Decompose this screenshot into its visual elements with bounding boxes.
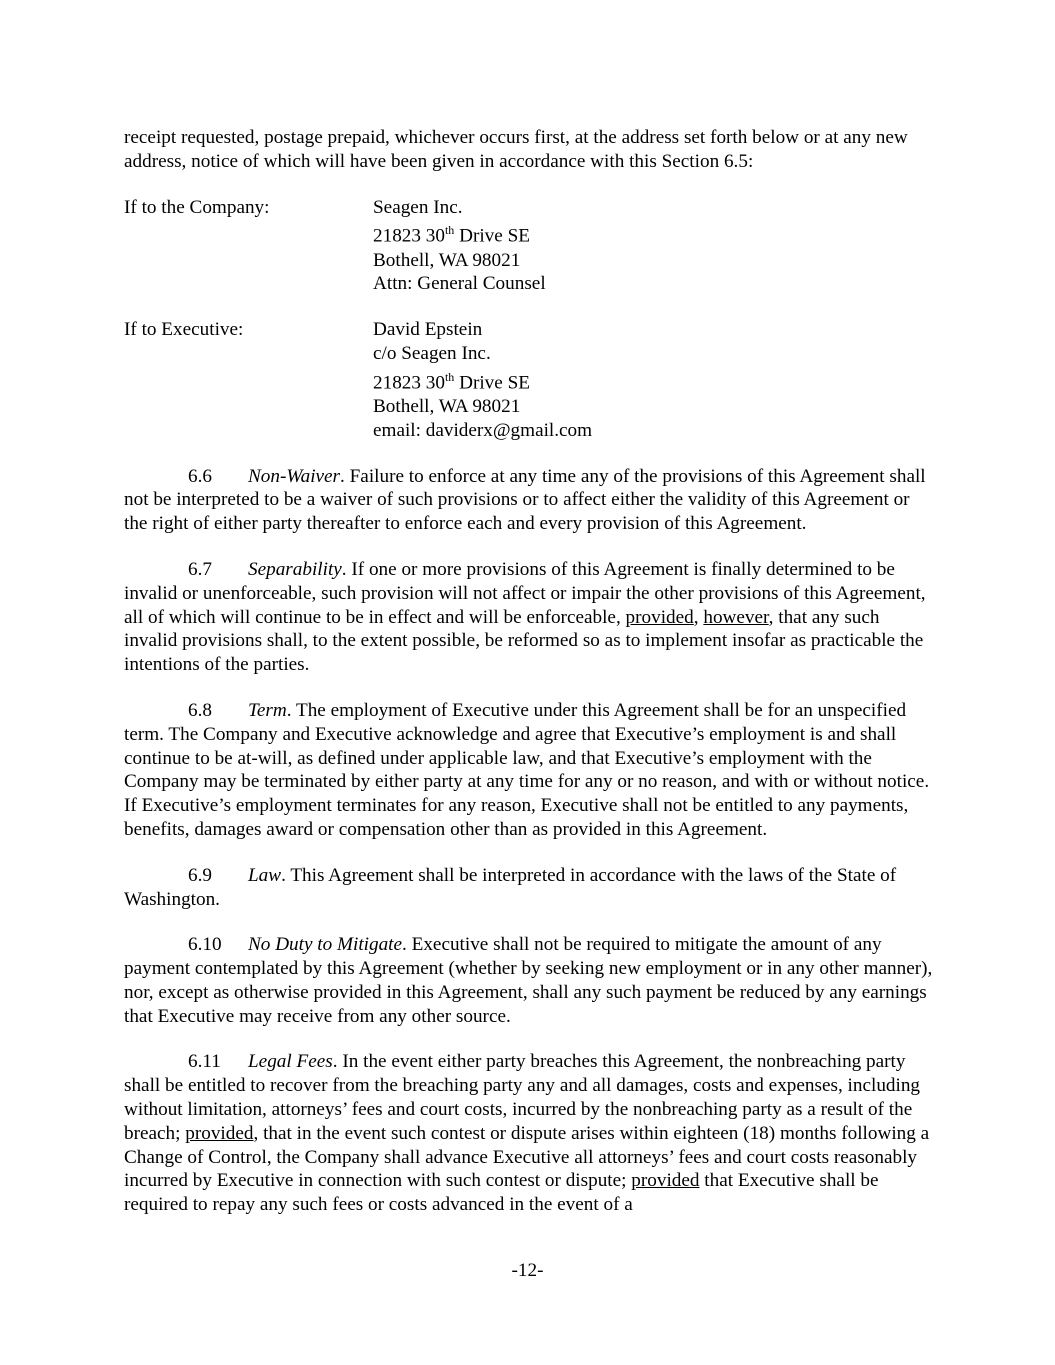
ordinal-suffix: th	[444, 369, 455, 384]
address-street-number: 21823 30	[373, 225, 445, 247]
address-street-name: Drive SE	[454, 372, 530, 394]
section-body: . This Agreement shall be interpreted in accordance with the laws of the State of Washington.	[124, 864, 897, 910]
section-body: . Failure to enforce at any time any of the provisions of this Agreement shall not be interpreted to be a waiver of such provisions or to affect either the validity of this Agreement or the right of either party thereafter to enforce each and every provision of this Agreement.	[124, 465, 926, 535]
section-body: , that in the event such contest or dispute arises within eighteen (18) months following a Change of Control, the Company shall advance Executive all attorneys’ fees and court costs reasonably incurred by Executive in connection with such contest or dispute;	[124, 1122, 930, 1192]
notice-company	[124, 196, 934, 297]
page-number: -12-	[511, 1260, 544, 1281]
notice-executive	[124, 318, 934, 442]
notice-executive-label: If to Executive:	[124, 319, 244, 341]
company-address-line: Bothell, WA 98021	[373, 249, 521, 271]
section-title: Law	[248, 864, 282, 886]
section-number: 6.9	[188, 864, 212, 886]
section-title: Legal Fees	[248, 1051, 333, 1073]
section-6-9	[124, 864, 934, 912]
intro-paragraph: receipt requested, postage prepaid, whichever occurs first, at the address set forth below or at any new address, notice of which will have been given in accordance with this Section 6.5:	[124, 127, 908, 172]
underlined-term: provided	[185, 1122, 254, 1144]
section-title: Separability	[248, 558, 342, 580]
ordinal-suffix: th	[444, 223, 455, 238]
section-title: Term	[248, 699, 287, 721]
underlined-term: provided	[625, 606, 694, 628]
section-number: 6.7	[188, 558, 212, 580]
section-6-8	[124, 699, 934, 842]
address-street-name: Drive SE	[454, 225, 530, 247]
address-street-number: 21823 30	[373, 372, 445, 394]
executive-email-line: email: daviderx@gmail.com	[373, 419, 593, 441]
section-number: 6.6	[188, 465, 212, 487]
section-number: 6.11	[188, 1051, 221, 1073]
section-body: . Executive shall not be required to mitigate the amount of any payment contemplated by this Agreement (whether by seeking new employment or in any other manner), nor, except as otherwise provided in this Agreement, shall any such payment be reduced by any earnings that Executive may receive from any other source.	[124, 934, 933, 1027]
underlined-term: provided	[631, 1170, 700, 1192]
section-body: ,	[693, 606, 704, 628]
section-title: Non-Waiver	[248, 465, 341, 487]
notice-company-label: If to the Company:	[124, 196, 270, 218]
section-number: 6.10	[188, 934, 222, 956]
notice-company-address	[373, 196, 546, 297]
underlined-term: however	[703, 606, 769, 628]
notice-executive-address	[373, 318, 592, 442]
executive-address-line: David Epstein	[373, 319, 483, 341]
section-body: . In the event either party breaches this Agreement, the nonbreaching party shall be entitled to recover from the breaching party any and all damages, costs and expenses, including without limitation, attorneys’ fees and court costs, incurred by the nonbreaching party as a result of the breach;	[124, 1051, 921, 1144]
section-number: 6.8	[188, 699, 212, 721]
section-6-10	[124, 933, 934, 1028]
document-page	[124, 126, 934, 1239]
section-6-6	[124, 465, 934, 536]
section-body: that Executive shall be required to repay any such fees or costs advanced in the event of a	[124, 1170, 879, 1216]
section-body: . The employment of Executive under this Agreement shall be for an unspecified term. The Company and Executive acknowledge and agree that Executive’s employment is and shall continue to be at-will, as defined under applicable law, and that Executive’s employment with the Company may be terminated by either party at any time for any or no reason, and with or without notice. If Executive’s employment terminates for any reason, Executive shall not be entitled to any payments, benefits, damages award or compensation other than as provided in this Agreement.	[124, 699, 930, 840]
company-address-line	[373, 219, 546, 248]
executive-address-line: Bothell, WA 98021	[373, 395, 521, 417]
executive-address-line: c/o Seagen Inc.	[373, 342, 491, 364]
section-body: , that any such invalid provisions shall, to the extent possible, be reformed so as to implement insofar as practicable the intentions of the parties.	[124, 606, 924, 676]
executive-address-line	[373, 366, 592, 395]
company-address-line: Seagen Inc.	[373, 196, 463, 218]
section-title: No Duty to Mitigate	[248, 934, 403, 956]
section-body: . If one or more provisions of this Agreement is finally determined to be invalid or unenforceable, such provision will not affect or impair the other provisions of this Agreement, all of which will continue to be in effect and will be enforceable,	[124, 558, 926, 628]
company-address-line: Attn: General Counsel	[373, 273, 546, 295]
section-6-7	[124, 558, 934, 677]
section-6-11	[124, 1050, 934, 1217]
